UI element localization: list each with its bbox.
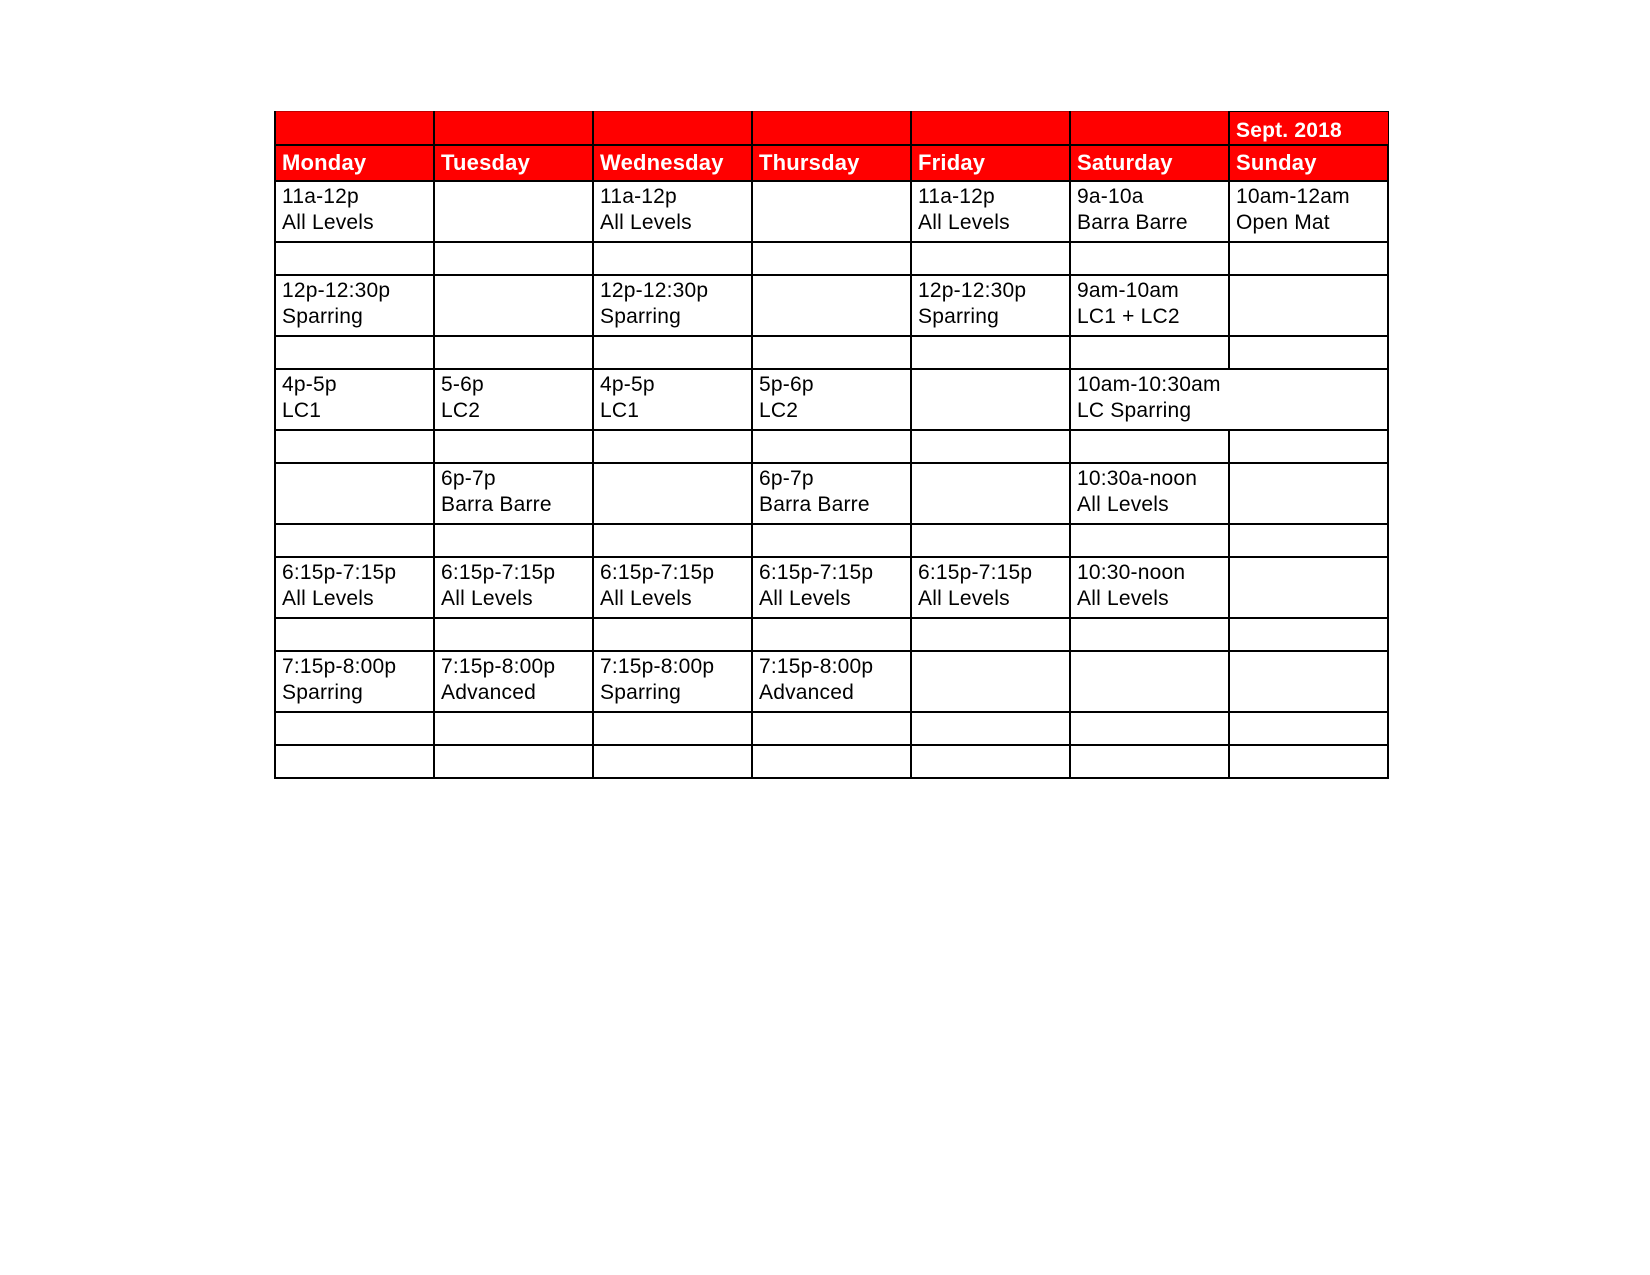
empty-cell (275, 242, 434, 275)
day-header-tuesday: Tuesday (434, 145, 593, 181)
empty-cell (1229, 618, 1388, 651)
empty-cell (911, 745, 1070, 778)
empty-cell (593, 430, 752, 463)
class-cell-monday (275, 557, 434, 618)
class-time: 7:15p-8:00p (600, 655, 715, 678)
banner-cell (434, 112, 593, 146)
spacer-row (275, 745, 1388, 778)
class-time: 6:15p-7:15p (918, 561, 1033, 584)
class-name: LC1 (282, 399, 322, 422)
class-name: LC1 (600, 399, 640, 422)
class-time: 10am-12am (1236, 185, 1350, 208)
class-time: 12p-12:30p (600, 279, 709, 302)
class-cell-sunday (1229, 275, 1388, 336)
empty-cell (1070, 242, 1229, 275)
class-row (275, 557, 1388, 618)
month-label: Sept. 2018 (1229, 112, 1388, 146)
empty-cell (434, 524, 593, 557)
class-time: 10am-10:30am (1077, 373, 1221, 396)
class-cell-saturday (1070, 651, 1229, 712)
class-cell-wednesday (593, 557, 752, 618)
class-row (275, 275, 1388, 336)
empty-cell (275, 430, 434, 463)
class-cell-wednesday (593, 275, 752, 336)
day-header-friday: Friday (911, 145, 1070, 181)
empty-cell (911, 336, 1070, 369)
class-cell-thursday (752, 369, 911, 430)
class-cell-tuesday (434, 181, 593, 242)
banner-cell (593, 112, 752, 146)
class-name: Barra Barre (759, 493, 870, 516)
empty-cell (434, 745, 593, 778)
class-cell-wednesday (593, 369, 752, 430)
class-name: All Levels (441, 587, 533, 610)
class-time: 6:15p-7:15p (600, 561, 715, 584)
spacer-row (275, 524, 1388, 557)
banner-cell (1070, 112, 1229, 146)
empty-cell (593, 618, 752, 651)
class-time: 7:15p-8:00p (441, 655, 556, 678)
empty-cell (1229, 712, 1388, 745)
empty-cell (434, 336, 593, 369)
class-time: 6:15p-7:15p (759, 561, 874, 584)
empty-cell (1229, 336, 1388, 369)
empty-cell (593, 745, 752, 778)
class-cell-sunday (1229, 463, 1388, 524)
empty-cell (1070, 712, 1229, 745)
class-name: LC2 (441, 399, 481, 422)
empty-cell (275, 712, 434, 745)
empty-cell (593, 336, 752, 369)
class-name: All Levels (282, 587, 374, 610)
class-name: Open Mat (1236, 211, 1330, 234)
spacer-row (275, 618, 1388, 651)
class-name: Sparring (282, 305, 363, 328)
class-time: 11a-12p (600, 185, 677, 208)
empty-cell (1229, 242, 1388, 275)
month-banner-row (275, 112, 1388, 146)
class-cell-monday (275, 275, 434, 336)
class-name: All Levels (918, 211, 1010, 234)
class-cell-saturday (1070, 275, 1229, 336)
class-schedule-table (274, 111, 1389, 779)
class-cell-saturday (1070, 557, 1229, 618)
class-cell-tuesday (434, 651, 593, 712)
empty-cell (1229, 745, 1388, 778)
day-header-thursday: Thursday (752, 145, 911, 181)
empty-cell (752, 430, 911, 463)
empty-cell (1070, 524, 1229, 557)
class-name: Sparring (282, 681, 363, 704)
class-cell-wednesday (593, 181, 752, 242)
class-name: All Levels (1077, 587, 1169, 610)
day-header-saturday: Saturday (1070, 145, 1229, 181)
empty-cell (1070, 336, 1229, 369)
empty-cell (911, 712, 1070, 745)
class-time: 12p-12:30p (918, 279, 1027, 302)
class-time: 7:15p-8:00p (759, 655, 874, 678)
day-header-row (275, 145, 1388, 181)
day-header-monday: Monday (275, 145, 434, 181)
class-time: 9a-10a (1077, 185, 1144, 208)
class-name: All Levels (759, 587, 851, 610)
empty-cell (911, 618, 1070, 651)
empty-cell (593, 712, 752, 745)
class-row (275, 369, 1388, 430)
class-name: Advanced (759, 681, 855, 704)
empty-cell (752, 745, 911, 778)
empty-cell (911, 524, 1070, 557)
class-cell-friday (911, 463, 1070, 524)
class-cell-wednesday (593, 463, 752, 524)
empty-cell (1229, 430, 1388, 463)
empty-cell (1070, 430, 1229, 463)
class-cell-saturday (1070, 369, 1388, 430)
empty-cell (752, 712, 911, 745)
class-time: 10:30a-noon (1077, 467, 1198, 490)
class-name: Sparring (600, 681, 681, 704)
class-cell-friday (911, 557, 1070, 618)
class-cell-monday (275, 369, 434, 430)
class-cell-tuesday (434, 275, 593, 336)
class-row (275, 181, 1388, 242)
class-cell-thursday (752, 181, 911, 242)
class-name: All Levels (282, 211, 374, 234)
class-row (275, 651, 1388, 712)
class-name: LC2 (759, 399, 799, 422)
empty-cell (434, 430, 593, 463)
class-name: Sparring (600, 305, 681, 328)
class-cell-tuesday (434, 557, 593, 618)
class-cell-monday (275, 181, 434, 242)
class-cell-friday (911, 651, 1070, 712)
empty-cell (434, 712, 593, 745)
empty-cell (275, 745, 434, 778)
empty-cell (752, 336, 911, 369)
class-time: 6p-7p (441, 467, 496, 490)
day-header-wednesday: Wednesday (593, 145, 752, 181)
class-name: All Levels (918, 587, 1010, 610)
class-cell-friday (911, 181, 1070, 242)
class-time: 6p-7p (759, 467, 814, 490)
empty-cell (275, 524, 434, 557)
empty-cell (434, 618, 593, 651)
class-time: 6:15p-7:15p (282, 561, 397, 584)
class-name: Advanced (441, 681, 537, 704)
class-cell-friday (911, 275, 1070, 336)
empty-cell (593, 242, 752, 275)
class-name: Barra Barre (1077, 211, 1188, 234)
class-time: 7:15p-8:00p (282, 655, 397, 678)
class-time: 11a-12p (918, 185, 995, 208)
class-cell-tuesday (434, 369, 593, 430)
class-cell-thursday (752, 275, 911, 336)
class-name: All Levels (600, 211, 692, 234)
empty-cell (1070, 745, 1229, 778)
class-time: 6:15p-7:15p (441, 561, 556, 584)
class-name: LC Sparring (1077, 399, 1192, 422)
class-name: All Levels (1077, 493, 1169, 516)
class-cell-sunday (1229, 181, 1388, 242)
class-cell-sunday (1229, 557, 1388, 618)
empty-cell (752, 524, 911, 557)
class-time: 9am-10am (1077, 279, 1179, 302)
empty-cell (275, 336, 434, 369)
class-time: 5-6p (441, 373, 484, 396)
empty-cell (434, 242, 593, 275)
class-name: All Levels (600, 587, 692, 610)
spacer-row (275, 712, 1388, 745)
spacer-row (275, 336, 1388, 369)
class-cell-sunday (1229, 651, 1388, 712)
class-cell-tuesday (434, 463, 593, 524)
empty-cell (752, 242, 911, 275)
spacer-row (275, 430, 1388, 463)
class-name: LC1 + LC2 (1077, 305, 1180, 328)
banner-cell (752, 112, 911, 146)
empty-cell (593, 524, 752, 557)
empty-cell (752, 618, 911, 651)
empty-cell (1070, 618, 1229, 651)
empty-cell (275, 618, 434, 651)
class-time: 10:30-noon (1077, 561, 1186, 584)
class-cell-thursday (752, 557, 911, 618)
class-name: Sparring (918, 305, 999, 328)
class-time: 11a-12p (282, 185, 359, 208)
class-time: 5p-6p (759, 373, 814, 396)
class-name: Barra Barre (441, 493, 552, 516)
class-time: 12p-12:30p (282, 279, 391, 302)
class-cell-monday (275, 651, 434, 712)
class-time: 4p-5p (282, 373, 337, 396)
class-cell-saturday (1070, 463, 1229, 524)
class-cell-thursday (752, 463, 911, 524)
empty-cell (911, 430, 1070, 463)
banner-cell (911, 112, 1070, 146)
empty-cell (911, 242, 1070, 275)
day-header-sunday: Sunday (1229, 145, 1388, 181)
banner-cell (275, 112, 434, 146)
class-cell-wednesday (593, 651, 752, 712)
class-cell-monday (275, 463, 434, 524)
spacer-row (275, 242, 1388, 275)
class-cell-saturday (1070, 181, 1229, 242)
empty-cell (1229, 524, 1388, 557)
class-row (275, 463, 1388, 524)
class-cell-friday (911, 369, 1070, 430)
class-time: 4p-5p (600, 373, 655, 396)
class-cell-thursday (752, 651, 911, 712)
